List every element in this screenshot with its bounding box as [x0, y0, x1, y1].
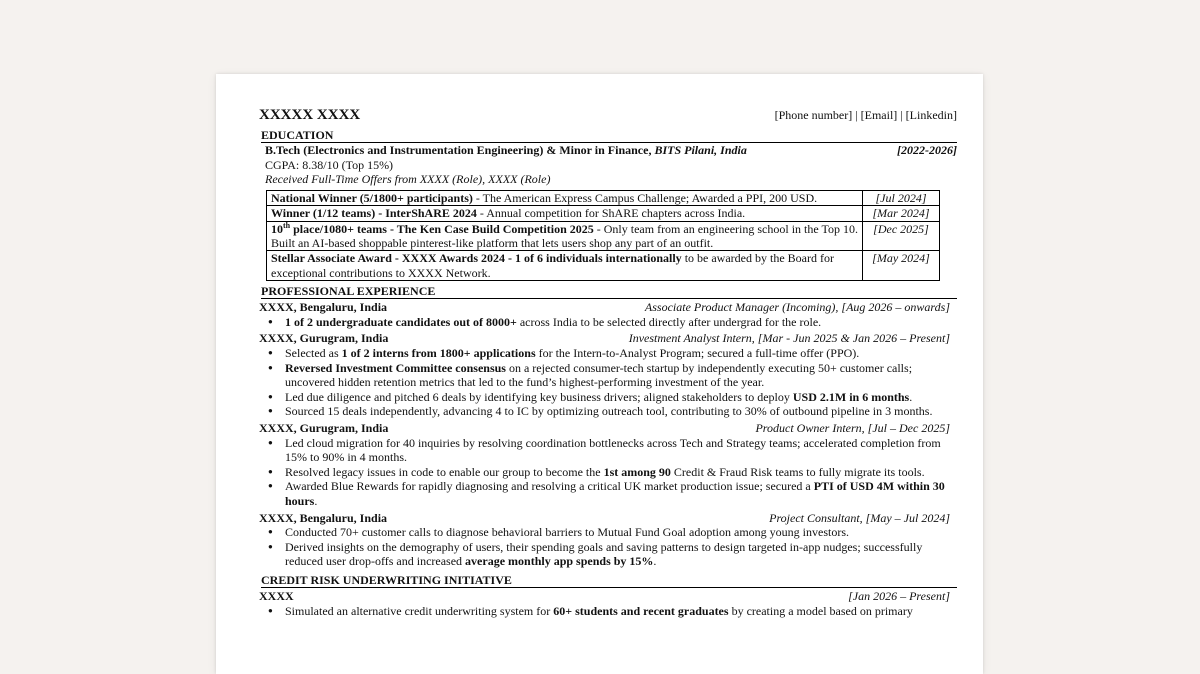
bullet-highlight: 1 of 2 interns from 1800+ applications: [341, 346, 536, 360]
bullet-item: [285, 346, 957, 361]
award-cell: [267, 206, 863, 221]
award-rank: 10: [271, 221, 283, 236]
job-company: XXXX, Gurugram, India: [259, 331, 389, 346]
job-bullets: [259, 315, 957, 330]
awards-table: [266, 190, 940, 281]
candidate-name: XXXXX XXXX: [259, 107, 361, 123]
resume-header: [259, 108, 957, 126]
degree-line: [265, 143, 747, 158]
job-role: Associate Product Manager (Incoming), [Aug 2026 – onwards]: [644, 300, 950, 315]
award-row: [267, 190, 940, 205]
job-header: [259, 511, 957, 526]
job-role: Product Owner Intern, [Jul – Dec 2025]: [755, 420, 950, 435]
bullet-text: .: [653, 554, 657, 569]
job-role: Investment Analyst Intern, [Mar - Jun 2025 & Jan 2026 – Present]: [628, 331, 950, 346]
award-desc: - Only team from an engineering school in the Top 10. Built an AI-based shoppable pinterest-like platform that lets users shop any part of an outfit.: [271, 221, 858, 250]
degree-row: [259, 143, 957, 158]
award-desc: - Annual competition for ShARE chapters across India.: [476, 206, 746, 221]
bullet-text: Sourced 15 deals independently, advancing 4 to IC by optimizing outreach tool, contributing to 30% of outbound pipeline in 3 months.: [285, 404, 933, 419]
bullet-text: .: [314, 493, 318, 508]
job-header: [259, 331, 957, 346]
experience-list: [259, 300, 957, 569]
award-date: [Jul 2024]: [863, 190, 940, 205]
award-date: [Dec 2025]: [863, 221, 940, 251]
bullet-item: [285, 465, 957, 480]
bullet-item: [285, 525, 957, 540]
bullet-text: Awarded Blue Rewards for rapidly diagnosing and resolving a critical UK market production issue; secured a: [285, 479, 814, 494]
job-entry: [259, 511, 957, 569]
job-entry: [259, 331, 957, 419]
bullet-text: Simulated an alternative credit underwriting system for: [285, 603, 554, 618]
award-row: [267, 251, 940, 281]
job-company: XXXX, Bengaluru, India: [259, 300, 388, 315]
job-company: XXXX, Gurugram, India: [259, 420, 389, 435]
job-bullets: [259, 436, 957, 509]
credit-header: [259, 589, 957, 604]
bullet-text: by creating a model based on primary: [728, 603, 913, 618]
bullet-highlight: 1st among 90: [603, 464, 671, 479]
job-header: [259, 421, 957, 436]
award-row: [267, 206, 940, 221]
credit-dates: [Jan 2026 – Present]: [848, 588, 950, 603]
award-title: Winner (1/12 teams) - InterShARE 2024: [271, 206, 477, 221]
job-header: [259, 300, 957, 315]
bullet-text: Credit & Fraud Risk teams to fully migrate its tools.: [670, 464, 925, 479]
bullet-text: Derived insights on the demography of users, their spending goals and saving patterns to design targeted in-app nudges; successfully reduced user drop-offs and increased: [285, 539, 923, 569]
award-desc: - The American Express Campus Challenge; Awarded a PPI, 200 USD.: [472, 190, 818, 205]
bullet-text: Led due diligence and pitched 6 deals by identifying key business drivers; aligned stakeholders to deploy: [285, 389, 793, 404]
bullet-item: [285, 315, 957, 330]
award-date: [Mar 2024]: [863, 206, 940, 221]
bullet-highlight: PTI of USD 4M within 30 hours: [285, 479, 945, 508]
job-bullets: [259, 525, 957, 569]
credit-bullets: [259, 604, 957, 619]
bullet-text: .: [909, 389, 913, 404]
bullet-highlight: Reversed Investment Committee consensus: [285, 360, 506, 375]
bullet-text: across India to be selected directly after undergrad for the role.: [516, 314, 822, 329]
bullet-item: [285, 540, 957, 569]
cgpa: CGPA: 8.38/10 (Top 15%): [265, 157, 394, 172]
bullet-item: [285, 361, 957, 390]
award-title-text: place/1080+ teams - The Ken Case Build Competition 2025: [290, 221, 594, 236]
award-title: [271, 222, 594, 236]
bullet-highlight: USD 2.1M in 6 months: [792, 389, 910, 404]
award-row: [267, 221, 940, 251]
job-entry: [259, 300, 957, 329]
bullet-text: on a rejected consumer-tech startup by independently executing 50+ customer calls; uncovered hidden retention metrics that led to the fund’s highest-performing investment of the year.: [285, 360, 913, 390]
offers-line: Received Full-Time Offers from XXXX (Role), XXXX (Role): [265, 172, 551, 187]
bullet-highlight: 60+ students and recent graduates: [553, 603, 729, 618]
bullet-item: [285, 404, 957, 419]
job-entry: [259, 421, 957, 509]
bullet-text: for the Intern-to-Analyst Program; secured a full-time offer (PPO).: [535, 346, 860, 360]
bullet-item: [285, 390, 957, 405]
contact-info: [Phone number] | [Email] | [Linkedin]: [774, 108, 957, 122]
section-heading-education: EDUCATION: [261, 128, 957, 143]
bullet-highlight: average monthly app spends by 15%: [465, 554, 654, 569]
award-date: [May 2024]: [863, 251, 940, 281]
award-title: Stellar Associate Award - XXXX Awards 2024 - 1 of 6 individuals internationally: [271, 251, 682, 266]
resume-content: [259, 108, 957, 618]
job-role: Project Consultant, [May – Jul 2024]: [769, 510, 950, 525]
school-name: BITS Pilani, India: [654, 143, 747, 157]
award-cell: [267, 251, 863, 281]
award-title: National Winner (5/1800+ participants): [271, 190, 473, 205]
resume-page: [216, 74, 983, 674]
award-cell: [267, 190, 863, 205]
degree-name: B.Tech (Electronics and Instrumentation Engineering) & Minor in Finance,: [265, 143, 655, 157]
bullet-item: [285, 604, 957, 619]
bullet-text: Led cloud migration for 40 inquiries by resolving coordination bottlenecks across Tech and Strategy teams; accelerated completion from 15% to 90% in 4 months.: [285, 435, 941, 465]
bullet-text: Conducted 70+ customer calls to diagnose behavioral barriers to Mutual Fund Goal adoption among young investors.: [285, 525, 849, 540]
award-cell: [267, 221, 863, 251]
bullet-item: [285, 436, 957, 465]
job-company: XXXX, Bengaluru, India: [259, 510, 388, 525]
degree-dates: [2022-2026]: [897, 143, 957, 157]
award-desc: to be awarded by the Board for exceptional contributions to XXXX Network.: [271, 251, 834, 280]
section-heading-credit: CREDIT RISK UNDERWRITING INITIATIVE: [261, 573, 957, 588]
bullet-text: Resolved legacy issues in code to enable our group to become the: [285, 464, 604, 479]
bullet-highlight: 1 of 2 undergraduate candidates out of 8000+: [285, 314, 517, 329]
credit-company: XXXX: [259, 588, 294, 603]
section-heading-experience: PROFESSIONAL EXPERIENCE: [261, 284, 957, 299]
job-bullets: [259, 346, 957, 419]
bullet-item: [285, 479, 957, 508]
bullet-text: Selected as: [285, 346, 342, 360]
award-rank-suffix: th: [283, 220, 291, 230]
